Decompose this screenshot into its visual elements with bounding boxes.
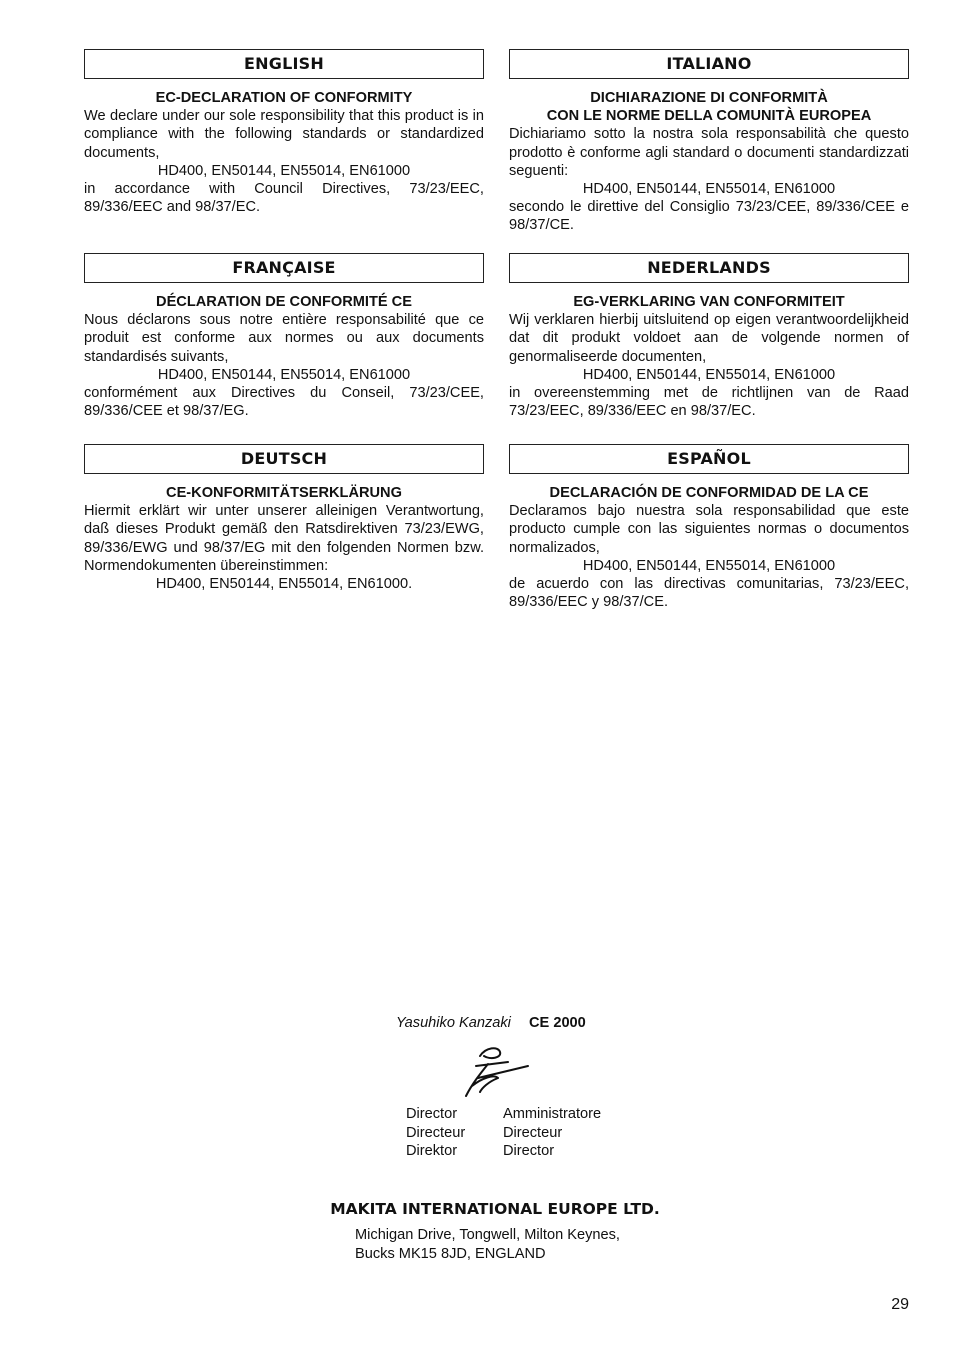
section-espanol: [509, 444, 909, 611]
section-body: Dichiariamo sotto la nostra sola responsabilità che questo prodotto è conforme agli standard o documenti standardizzati seguenti:: [509, 126, 909, 179]
section-subtitle-line2: CON LE NORME DELLA COMUNITÀ EUROPEA: [546, 108, 872, 125]
section-nederlands: [509, 253, 909, 420]
section-subtitle: EG-VERKLARING VAN CONFORMITEIT: [573, 294, 845, 310]
section-body-directives: de acuerdo con las directivas comunitarias, 73/23/EEC, 89/336/EEC y 98/37/CE.: [509, 576, 909, 611]
section-body: Declaramos bajo nuestra sola responsabilidad que este producto cumple con las siguientes normas o documentos normalizados,: [509, 503, 909, 556]
ce-mark: CE 2000: [529, 1015, 586, 1031]
standards-list: HD400, EN50144, EN55014, EN61000: [157, 366, 411, 383]
page-number: 29: [891, 1296, 909, 1313]
section-body-directives: in overeenstemming met de richtlijnen van de Raad 73/23/EEC, 89/336/EEC en 98/37/EC.: [509, 385, 909, 420]
section-header: ESPAÑOL: [509, 444, 909, 474]
standards-list: HD400, EN50144, EN55014, EN61000: [582, 557, 836, 574]
title-director-fr: Directeur: [406, 1124, 466, 1141]
section-subtitle: EC-DECLARATION OF CONFORMITY: [155, 90, 413, 106]
title-director-it: Amministratore: [503, 1106, 602, 1122]
section-header: ENGLISH: [84, 49, 484, 79]
company-address: [355, 1226, 620, 1263]
section-body-directives: conformément aux Directives du Conseil, 73/23/CEE, 89/336/CEE et 98/37/EG.: [84, 385, 484, 420]
address-line-1: Michigan Drive, Tongwell, Milton Keynes,: [355, 1227, 620, 1243]
section-body-directives: secondo le direttive del Consiglio 73/23/CEE, 89/336/CEE e 98/37/CE.: [509, 199, 909, 234]
section-subtitle: CE-KONFORMITÄTSERKLÄRUNG: [166, 485, 402, 501]
titles-right: [503, 1105, 601, 1161]
titles-left: [406, 1105, 465, 1161]
section-header: DEUTSCH: [84, 444, 484, 474]
section-body: Hiermit erklärt wir unter unserer alleinigen Verantwortung, daß dieses Produkt gemäß den Ratsdirektiven 73/23/EWG, 89/336/EWG und 98/37/EG mit den folgenden Normen bzw. Normendokumenten übereinstimmen:: [84, 503, 484, 574]
section-deutsch: [84, 444, 484, 593]
title-director-en: Director: [406, 1106, 458, 1122]
section-francaise: [84, 253, 484, 420]
address-line-2: Bucks MK15 8JD, ENGLAND: [355, 1245, 546, 1262]
section-subtitle: DECLARACIÓN DE CONFORMIDAD DE LA CE: [549, 485, 869, 501]
standards-list: HD400, EN50144, EN55014, EN61000: [582, 181, 836, 198]
title-director-es: Director: [503, 1143, 555, 1159]
section-body-directives: in accordance with Council Directives, 73/23/EEC, 89/336/EEC and 98/37/EC.: [84, 181, 484, 216]
section-english: [84, 49, 484, 216]
section-body: Wij verklaren hierbij uitsluitend op eigen verantwoordelijkheid dat dit produkt voldoet aan de volgende normen of genormaliseerde documenten,: [509, 312, 909, 365]
section-body: Nous déclarons sous notre entière responsabilité que ce produit est conforme aux normes ou aux documents standardisés suivants,: [84, 312, 484, 365]
title-director-nl: Directeur: [503, 1124, 563, 1141]
title-director-de: Direktor: [406, 1143, 458, 1159]
signatory-name: Yasuhiko Kanzaki: [396, 1015, 511, 1031]
standards-list: HD400, EN50144, EN55014, EN61000.: [155, 576, 413, 593]
section-italiano: [509, 49, 909, 235]
section-subtitle: DICHIARAZIONE DI CONFORMITÀ: [590, 90, 828, 106]
standards-list: HD400, EN50144, EN55014, EN61000: [582, 366, 836, 383]
section-header: NEDERLANDS: [509, 253, 909, 283]
standards-list: HD400, EN50144, EN55014, EN61000: [157, 162, 411, 179]
company-name: MAKITA INTERNATIONAL EUROPE LTD.: [330, 1200, 660, 1218]
section-header: FRANÇAISE: [84, 253, 484, 283]
section-header: ITALIANO: [509, 49, 909, 79]
section-body: We declare under our sole responsibility that this product is in compliance with the following standards or standardized documents,: [84, 108, 484, 161]
signature-name-line: [396, 1015, 586, 1031]
section-subtitle: DÉCLARATION DE CONFORMITÉ CE: [156, 294, 412, 310]
handwritten-signature: [458, 1044, 536, 1100]
